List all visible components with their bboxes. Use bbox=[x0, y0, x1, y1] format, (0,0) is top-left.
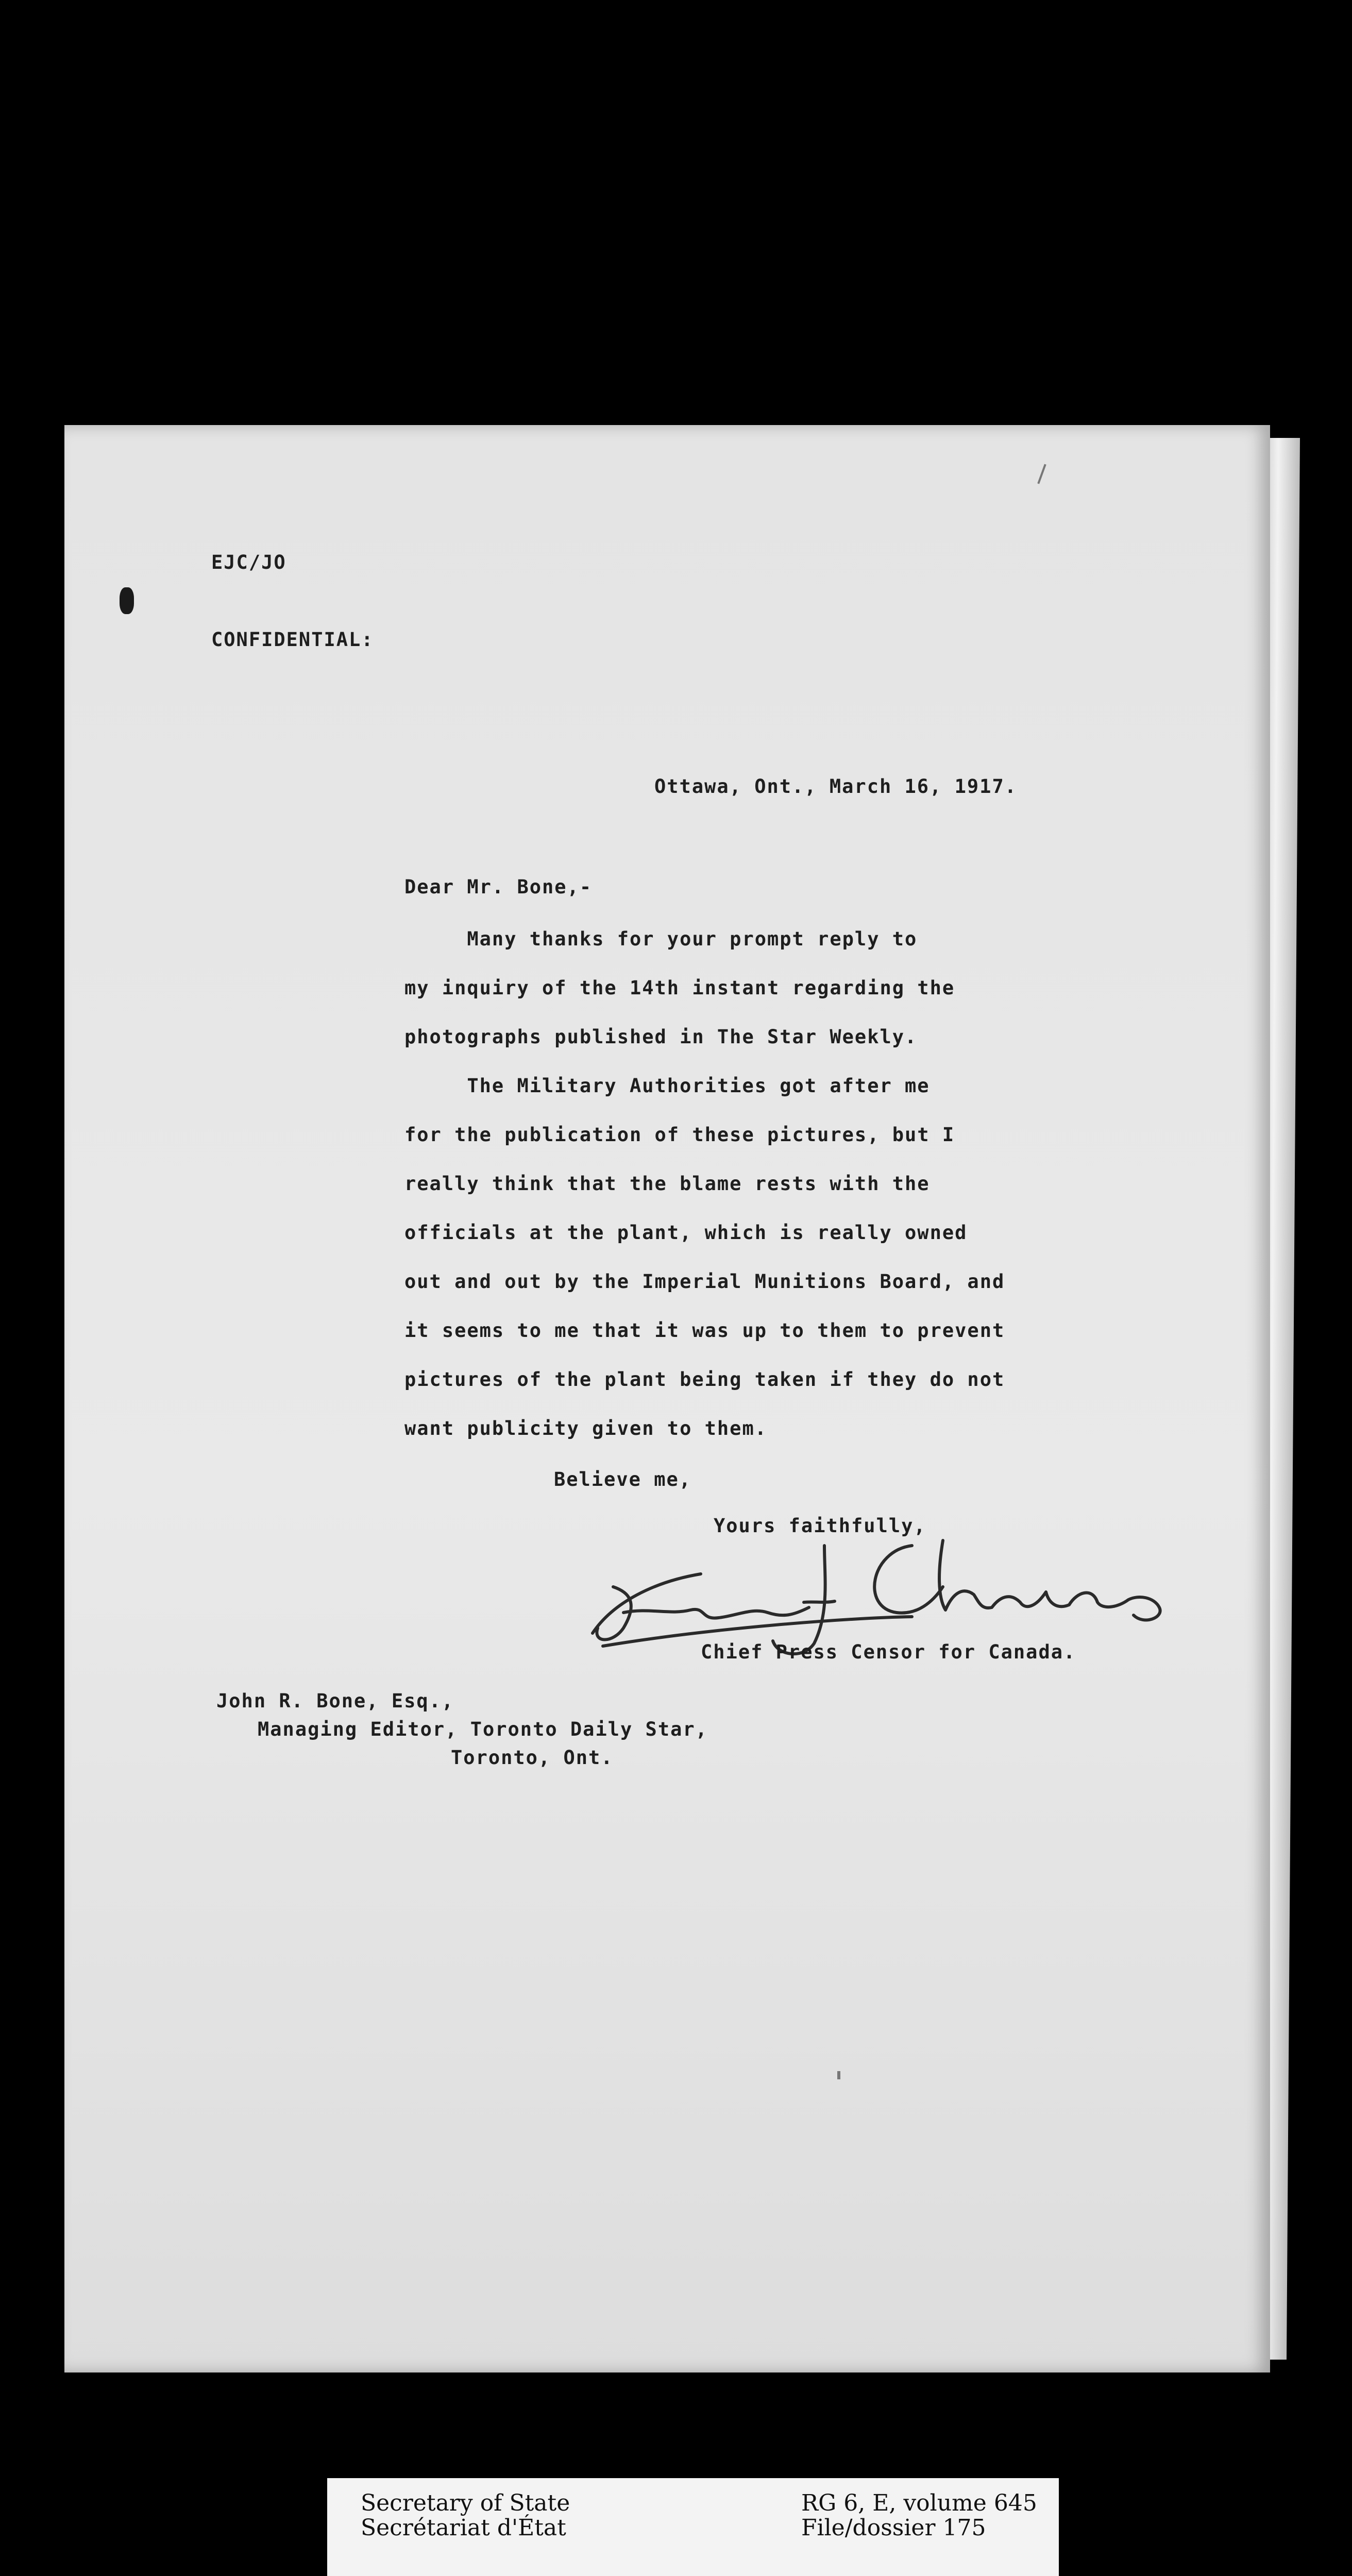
body-line: Many thanks for your prompt reply to bbox=[404, 928, 918, 950]
body-line: pictures of the plant being taken if they do not bbox=[404, 1368, 1005, 1391]
recipient-city: Toronto, Ont. bbox=[451, 1747, 614, 1769]
signer-title: Chief Press Censor for Canada. bbox=[701, 1641, 1076, 1663]
department-fr: Secrétariat d'État bbox=[361, 2515, 566, 2541]
department-label bbox=[361, 2491, 570, 2540]
file-number: File/dossier 175 bbox=[801, 2515, 986, 2541]
body-line: my inquiry of the 14th instant regarding the bbox=[404, 977, 955, 999]
body-line: want publicity given to them. bbox=[404, 1417, 768, 1439]
body-line: it seems to me that it was up to them to prevent bbox=[404, 1319, 1005, 1342]
body-line: for the publication of these pictures, but I bbox=[404, 1124, 955, 1146]
punch-hole bbox=[120, 587, 134, 614]
place-and-date: Ottawa, Ont., March 16, 1917. bbox=[654, 775, 1018, 798]
file-reference-label bbox=[801, 2491, 1037, 2540]
paper-mark bbox=[837, 2071, 840, 2079]
body-line: photographs published in The Star Weekly. bbox=[404, 1026, 918, 1048]
closing-believe: Believe me, bbox=[554, 1468, 692, 1490]
closing-yours: Yours faithfully, bbox=[714, 1515, 926, 1537]
department-en: Secretary of State bbox=[361, 2490, 570, 2516]
body-line: really think that the blame rests with the bbox=[404, 1173, 930, 1195]
confidential-marking: CONFIDENTIAL: bbox=[211, 629, 374, 651]
recipient-name: John R. Bone, Esq., bbox=[216, 1690, 454, 1712]
body-line: The Military Authorities got after me bbox=[404, 1075, 930, 1097]
body-line: out and out by the Imperial Munitions Board, and bbox=[404, 1270, 1005, 1293]
salutation: Dear Mr. Bone,- bbox=[404, 876, 593, 898]
body-line: officials at the plant, which is really owned bbox=[404, 1222, 968, 1244]
record-group: RG 6, E, volume 645 bbox=[801, 2490, 1037, 2516]
reference-initials: EJC/JO bbox=[211, 551, 286, 573]
recipient-title: Managing Editor, Toronto Daily Star, bbox=[258, 1718, 708, 1740]
letter-body bbox=[404, 914, 1126, 1453]
